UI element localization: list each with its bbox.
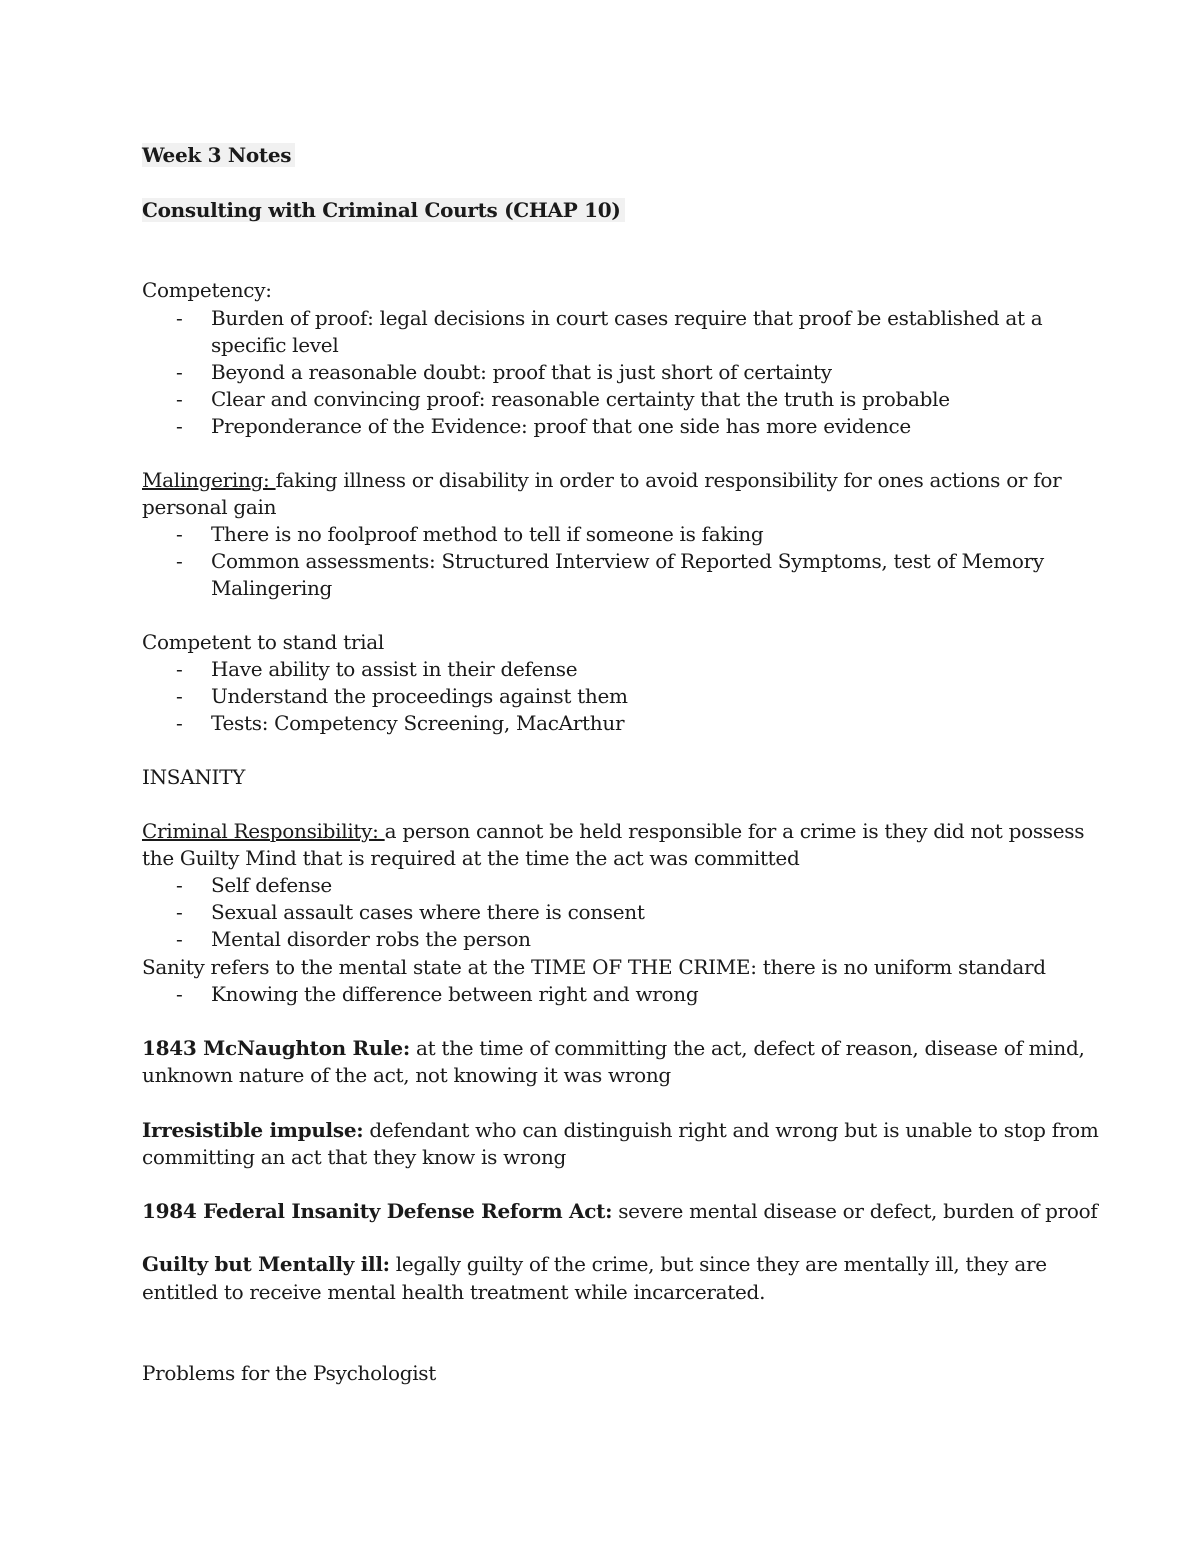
mcnaughton-rule-cont: unknown nature of the act, not knowing it was wrong xyxy=(142,1063,671,1087)
insanity-heading: INSANITY xyxy=(142,765,246,789)
list-item: - Common assessments: Structured Interview of Reported Symptoms, test of Memory xyxy=(176,549,1044,573)
list-item: - Mental disorder robs the person xyxy=(176,927,531,951)
list-item: - Burden of proof: legal decisions in court cases require that proof be established at a xyxy=(176,306,1043,330)
list-item: - Understand the proceedings against them xyxy=(176,684,628,708)
criminal-responsibility-definition-cont: the Guilty Mind that is required at the time the act was committed xyxy=(142,846,800,870)
malingering-definition-cont: personal gain xyxy=(142,495,277,519)
list-item: - Have ability to assist in their defense xyxy=(176,657,578,681)
federal-insanity-act: 1984 Federal Insanity Defense Reform Act: severe mental disease or defect, burden of proof xyxy=(142,1199,1098,1223)
guilty-mentally-ill-cont: entitled to receive mental health treatment while incarcerated. xyxy=(142,1280,766,1304)
list-item: - Preponderance of the Evidence: proof that one side has more evidence xyxy=(176,414,911,438)
list-item: - Clear and convincing proof: reasonable certainty that the truth is probable xyxy=(176,387,950,411)
list-item: - Beyond a reasonable doubt: proof that is just short of certainty xyxy=(176,360,832,384)
mcnaughton-rule: 1843 McNaughton Rule: at the time of committing the act, defect of reason, disease of mind, xyxy=(142,1036,1085,1060)
list-item-continuation: Malingering xyxy=(211,576,333,600)
malingering-definition: Malingering: faking illness or disability in order to avoid responsibility for ones actions or for xyxy=(142,468,1062,492)
problems-heading: Problems for the Psychologist xyxy=(142,1361,436,1385)
doc-subtitle: Consulting with Criminal Courts (CHAP 10) xyxy=(142,197,625,224)
list-item: - There is no foolproof method to tell if someone is faking xyxy=(176,522,764,546)
irresistible-impulse: Irresistible impulse: defendant who can distinguish right and wrong but is unable to stop from xyxy=(142,1118,1099,1142)
competency-heading: Competency: xyxy=(142,278,272,302)
criminal-responsibility-definition: Criminal Responsibility: a person cannot be held responsible for a crime is they did not possess xyxy=(142,819,1085,843)
sanity-statement: Sanity refers to the mental state at the TIME OF THE CRIME: there is no uniform standard xyxy=(142,955,1046,979)
list-item: - Self defense xyxy=(176,873,332,897)
list-item: - Knowing the difference between right and wrong xyxy=(176,982,699,1006)
doc-title: Week 3 Notes xyxy=(142,142,295,169)
guilty-mentally-ill: Guilty but Mentally ill: legally guilty of the crime, but since they are mentally ill, they are xyxy=(142,1252,1047,1276)
list-item-continuation: specific level xyxy=(211,333,339,357)
list-item: - Sexual assault cases where there is consent xyxy=(176,900,645,924)
list-item: - Tests: Competency Screening, MacArthur xyxy=(176,711,625,735)
irresistible-impulse-cont: committing an act that they know is wrong xyxy=(142,1145,567,1169)
competent-trial-heading: Competent to stand trial xyxy=(142,630,384,654)
